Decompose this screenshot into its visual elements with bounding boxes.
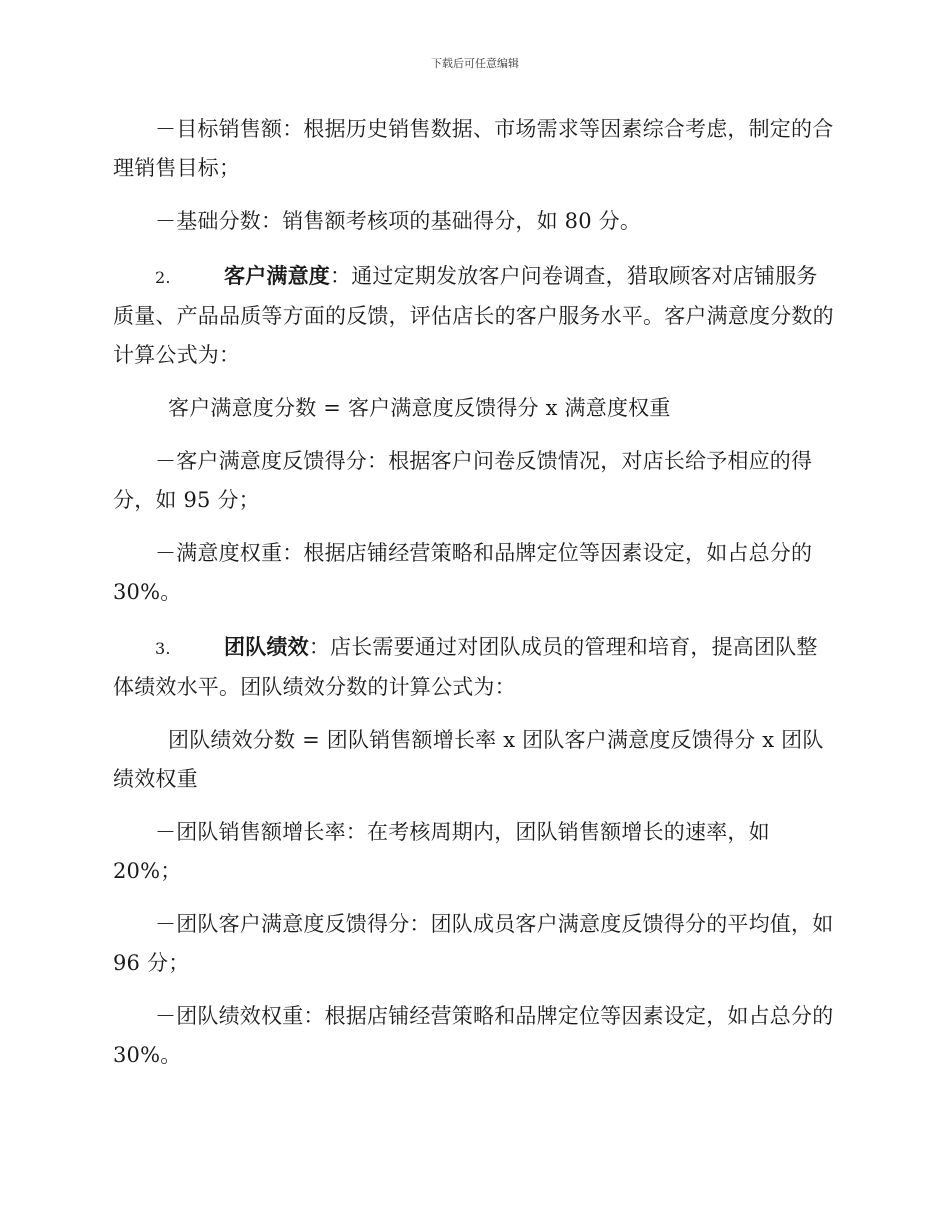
paragraph-satisfaction-weight: －满意度权重：根据店铺经营策略和品牌定位等因素设定，如占总分的 30%。 <box>113 541 813 604</box>
term-customer-satisfaction: 客户满意度 <box>224 264 330 288</box>
document-body <box>113 110 838 1075</box>
formula-team-performance: 团队绩效分数 = 团队销售额增长率 x 团队客户满意度反馈得分 x 团队绩效权重 <box>113 728 824 791</box>
list-item-text: ：店长需要通过对团队成员的管理和培育，提高团队整体绩效水平。团队绩效分数的计算公式为： <box>113 635 818 699</box>
list-item-customer-satisfaction <box>113 257 838 375</box>
paragraph-team-growth-rate: －团队销售额增长率：在考核周期内，团队销售额增长的速率，如 20%； <box>113 820 770 883</box>
formula-customer-satisfaction: 客户满意度分数 = 客户满意度反馈得分 x 满意度权重 <box>168 396 671 420</box>
paragraph-base-score: －基础分数：销售额考核项的基础得分，如 80 分。 <box>155 209 642 233</box>
list-item-team-performance <box>113 628 838 707</box>
paragraph-team-feedback-score: －团队客户满意度反馈得分：团队成员客户满意度反馈得分的平均值，如 96 分； <box>113 912 834 975</box>
paragraph-feedback-score: －客户满意度反馈得分：根据客户问卷反馈情况，对店长给予相应的得分，如 95 分； <box>113 449 813 512</box>
list-item-text: ：通过定期发放客户问卷调查，猎取顾客对店铺服务质量、产品品质等方面的反馈，评估店长的客户服务水平。客户满意度分数的计算公式为： <box>113 264 834 367</box>
paragraph-target-sales: －目标销售额：根据历史销售数据、市场需求等因素综合考虑，制定的合理销售目标； <box>113 117 834 180</box>
page-header: 下载后可任意编辑 <box>431 57 519 70</box>
paragraph-team-weight: －团队绩效权重：根据店铺经营策略和品牌定位等因素设定，如占总分的 30%。 <box>113 1004 834 1067</box>
term-team-performance: 团队绩效 <box>224 635 309 659</box>
list-number: 3. <box>155 639 171 658</box>
list-number: 2. <box>155 268 171 287</box>
